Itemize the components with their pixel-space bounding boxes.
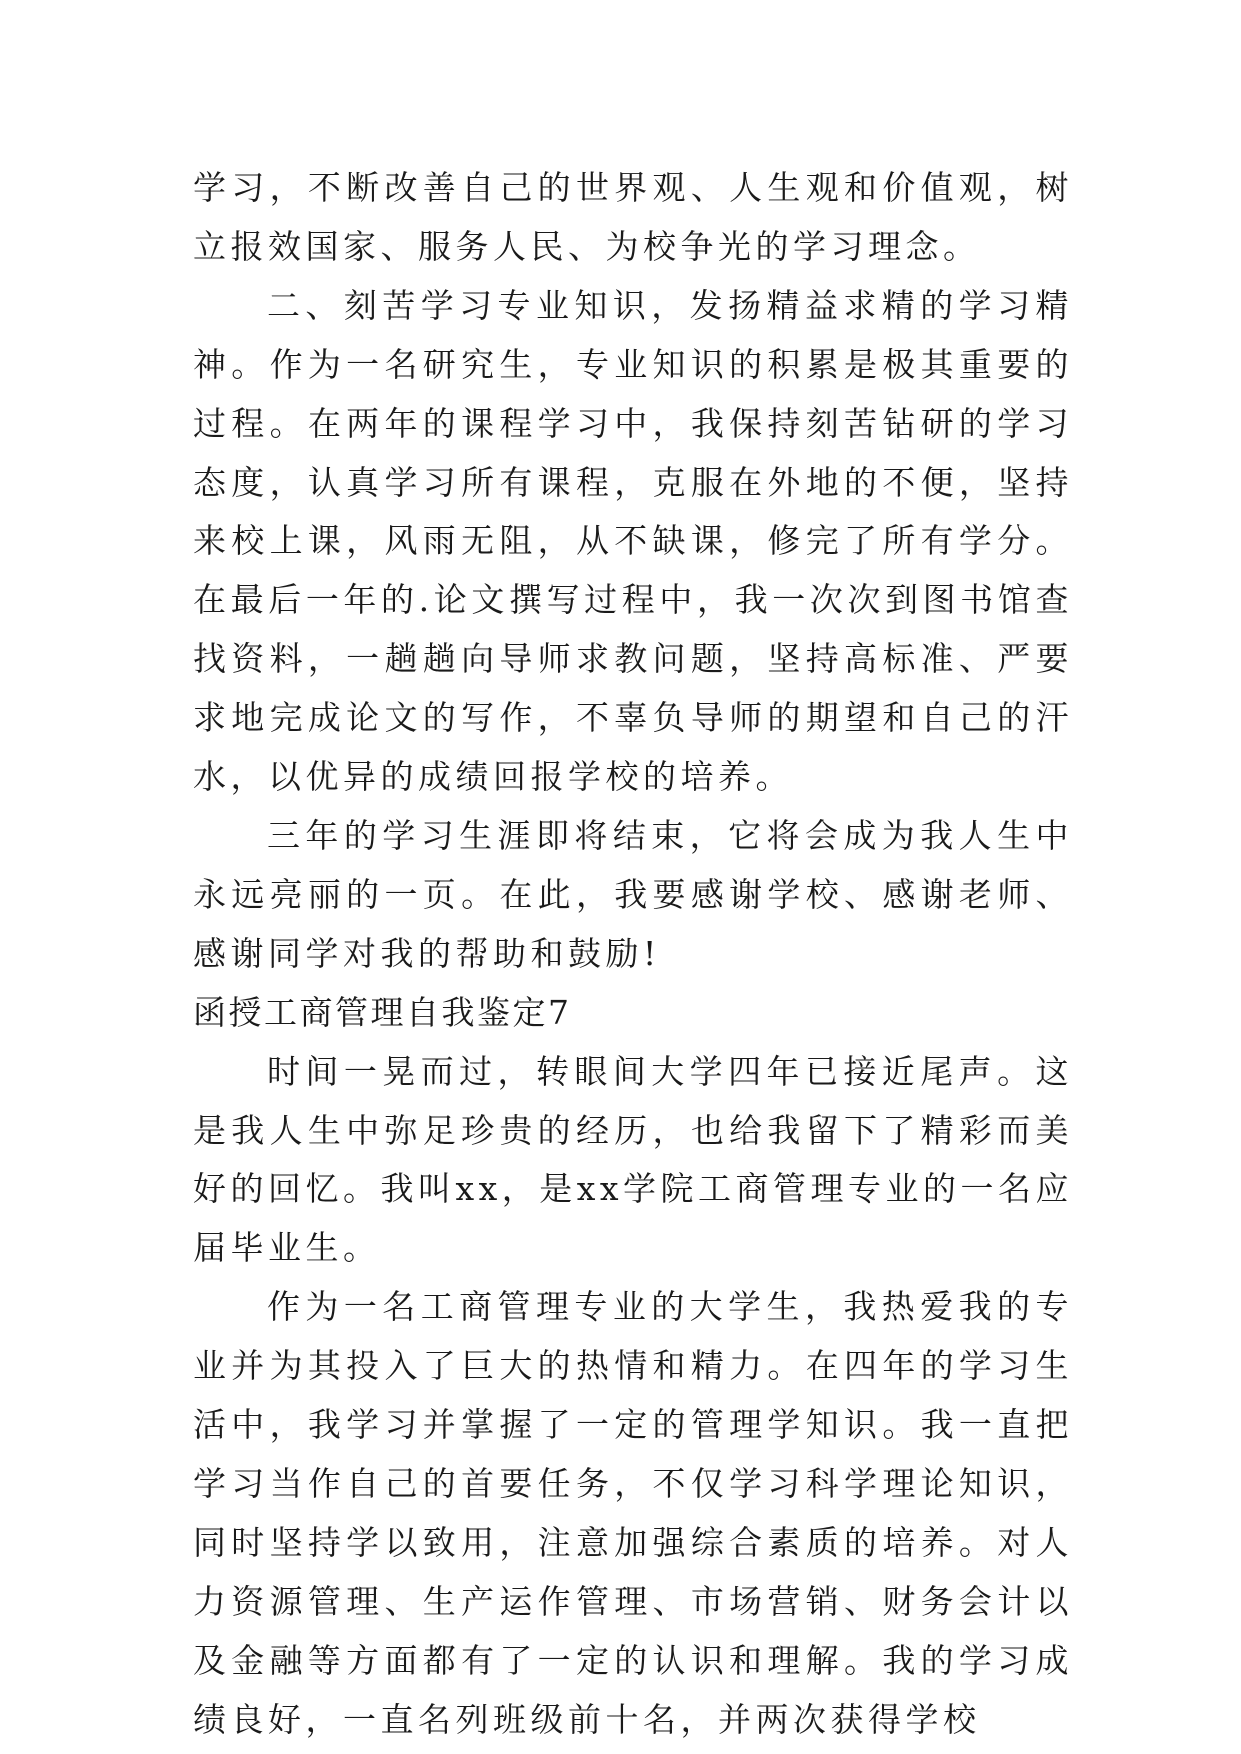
paragraph-2: 二、刻苦学习专业知识，发扬精益求精的学习精神。作为一名研究生，专业知识的积累是极其重要的过程。在两年的课程学习中，我保持刻苦钻研的学习态度，认真学习所有课程，克服在外地的不便，坚持来校上课，风雨无阻，从不缺课，修完了所有学分。在最后一年的.论文撰写过程中，我一次次到图书馆查找资料，一趟趟向导师求教问题，坚持高标准、严要求地完成论文的写作，不辜负导师的期望和自己的汗水，以优异的成绩回报学校的培养。 xyxy=(193,285,1073,797)
document-body xyxy=(193,159,1073,1749)
section-heading: 函授工商管理自我鉴定7 xyxy=(193,992,572,1032)
paragraph-1: 学习，不断改善自己的世界观、人生观和价值观，树立报效国家、服务人民、为校争光的学习理念。 xyxy=(193,168,1073,266)
paragraph-5: 作为一名工商管理专业的大学生，我热爱我的专业并为其投入了巨大的热情和精力。在四年的学习生活中，我学习并掌握了一定的管理学知识。我一直把学习当作自己的首要任务，不仅学习科学理论知识，同时坚持学以致用，注意加强综合素质的培养。对人力资源管理、生产运作管理、市场营销、财务会计以及金融等方面都有了一定的认识和理解。我的学习成绩良好，一直名列班级前十名，并两次获得学校 xyxy=(193,1287,1073,1739)
paragraph-4: 时间一晃而过，转眼间大学四年已接近尾声。这是我人生中弥足珍贵的经历，也给我留下了精彩而美好的回忆。我叫xx，是xx学院工商管理专业的一名应届毕业生。 xyxy=(193,1051,1073,1268)
paragraph-3: 三年的学习生涯即将结束，它将会成为我人生中永远亮丽的一页。在此，我要感谢学校、感谢老师、感谢同学对我的帮助和鼓励! xyxy=(193,815,1073,973)
